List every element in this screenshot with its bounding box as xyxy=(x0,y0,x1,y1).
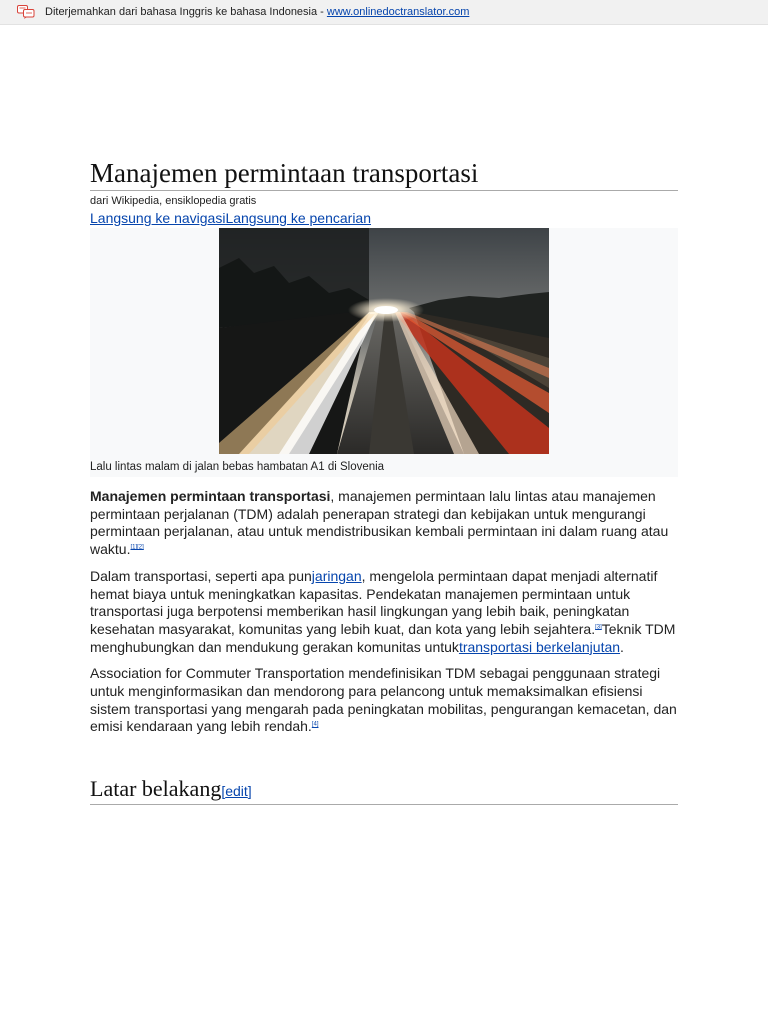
section-heading-latar-belakang: Latar belakang[edit] xyxy=(90,776,678,805)
page-title: Manajemen permintaan transportasi xyxy=(90,157,678,191)
paragraph-intro: Manajemen permintaan transportasi, manajemen permintaan lalu lintas atau manajemen permintaan perjalanan (TDM) adalah penerapan strategi dan kebijakan untuk mengurangi permintaan perjalanan, atau untuk mendistribusikan kembali permintaan ini dalam ruang atau waktu.[1][2] xyxy=(90,488,669,558)
translation-banner xyxy=(0,0,768,25)
section-edit: [edit] xyxy=(221,783,252,800)
jump-to-search-link[interactable]: Langsung ke pencarian xyxy=(225,210,371,226)
jump-to-navigation-link[interactable]: Langsung ke navigasi xyxy=(90,210,226,226)
paragraph-definition: Association for Commuter Transportation mendefinisikan TDM sebagai penggunaan strategi untuk menginformasikan dan mendorong para pelancong untuk memaksimalkan efisiensi sistem transportasi yang mengarah pada peningkatan mobilitas, pengurangan kemacetan, dan emisi kendaraan yang lebih rendah.[4] xyxy=(90,665,677,735)
section-edit-link[interactable]: edit xyxy=(225,783,248,800)
reference-link-1-2[interactable]: [1][2] xyxy=(130,544,144,551)
translator-logo-icon xyxy=(17,5,35,19)
term-bold: Manajemen permintaan transportasi xyxy=(90,488,331,504)
banner-text: Diterjemahkan dari bahasa Inggris ke bahasa Indonesia - www.onlinedoctranslator.com xyxy=(45,6,470,18)
image-caption: Lalu lintas malam di jalan bebas hambatan A1 di Slovenia xyxy=(90,461,385,473)
banner-link[interactable]: www.onlinedoctranslator.com xyxy=(326,6,470,18)
image-thumbnail xyxy=(90,228,678,477)
article xyxy=(90,157,678,805)
link-jaringan[interactable]: jaringan xyxy=(311,567,362,584)
highway-night-photo[interactable] xyxy=(219,228,549,454)
page-subtitle: dari Wikipedia, ensiklopedia gratis xyxy=(90,195,257,207)
reference-link-4[interactable]: [4] xyxy=(311,721,319,728)
link-transportasi-berkelanjutan[interactable]: transportasi berkelanjutan xyxy=(458,638,621,655)
paragraph-networks: Dalam transportasi, seperti apa punjaringan, mengelola permintaan dapat menjadi alternatif hemat biaya untuk meningkatkan kapasitas. Pendekatan manajemen permintaan untuk transportasi juga berpotensi memberikan hasil lingkungan yang lebih baik, peningkatan kesehatan masyarakat, komunitas yang lebih kuat, dan kota yang lebih sejahtera.[3]Teknik TDM menghubungkan dan mendukung gerakan komunitas untuktransportasi berkelanjutan. xyxy=(90,567,676,655)
reference-link-3[interactable]: [3] xyxy=(595,624,602,631)
jump-links xyxy=(90,210,678,227)
